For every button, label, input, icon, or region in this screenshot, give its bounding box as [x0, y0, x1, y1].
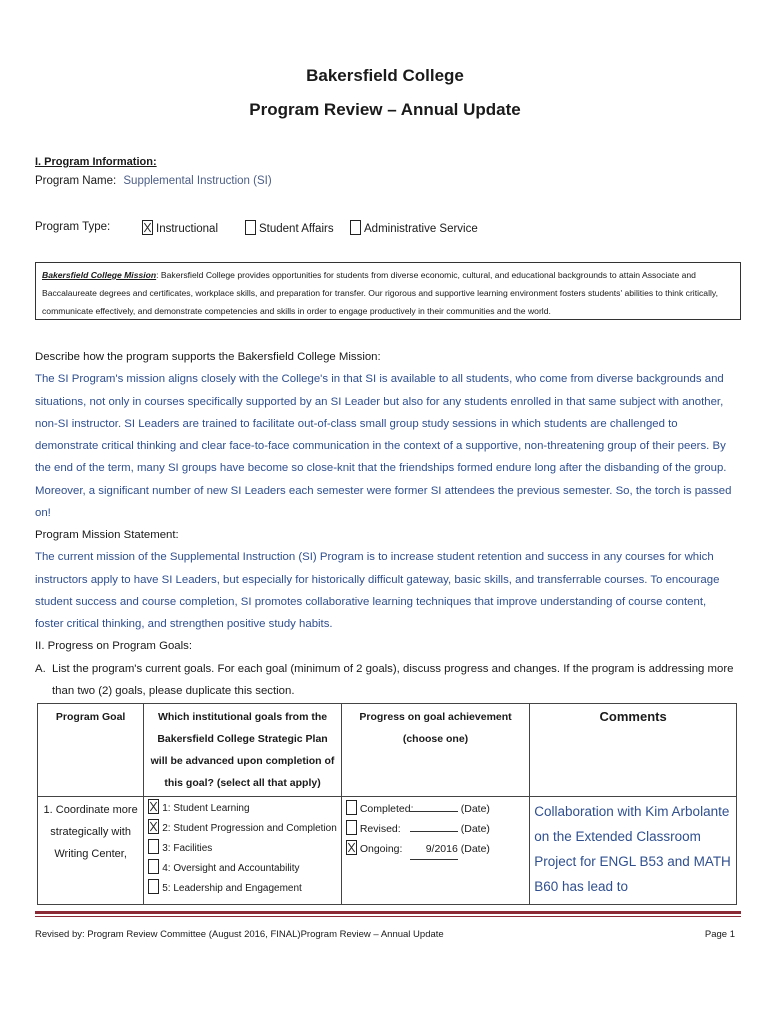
- goal-comment: Collaboration with Kim Arbolante on the Extended Classroom Project for ENGL B53 and MATH B60 has lead to: [530, 797, 737, 905]
- progress-revised[interactable]: [346, 819, 525, 839]
- option-student-learning[interactable]: [148, 799, 337, 819]
- option-leadership[interactable]: [148, 879, 337, 899]
- progress-label: Revised:: [359, 823, 401, 835]
- progress-label: Completed:: [359, 803, 414, 815]
- footer-rule-thin: [35, 916, 741, 917]
- item-marker: A.: [35, 662, 46, 675]
- checkbox-completed[interactable]: [346, 800, 357, 815]
- checkbox-administrative-service[interactable]: [350, 220, 361, 235]
- header-progress: Progress on goal achievement (choose one): [341, 704, 529, 797]
- program-name-row: [35, 175, 272, 187]
- mission-text: : Bakersfield College provides opportunities for students from diverse economic, cultural, and educational backgrounds to attain Associate and Baccalaureate degrees and certificates, workplace skills, and preparation for transfer. Our rigorous and supportive learning environment fosters students' abilities to think critically, communicate effectively, and demonstrate competencies and skills in order to engage productively in their communities and the world.: [42, 270, 718, 316]
- progress-options: [341, 797, 529, 905]
- document-subtitle: Program Review – Annual Update: [249, 100, 521, 119]
- checkbox-option-1[interactable]: [148, 799, 159, 814]
- header-program-goal: Program Goal: [38, 704, 144, 797]
- program-name-label: Program Name:: [35, 175, 117, 187]
- ongoing-date-field[interactable]: 9/2016: [410, 839, 458, 860]
- table-row: [38, 797, 737, 905]
- type-label-instructional: Instructional: [156, 223, 219, 235]
- page-number: Page 1: [704, 929, 735, 940]
- goals-table-header: [38, 704, 737, 797]
- option-label: 3: Facilities: [162, 843, 213, 854]
- option-label: 2: Student Progression and Completion: [162, 823, 337, 834]
- checkbox-revised[interactable]: [346, 820, 357, 835]
- progress-instruction: [35, 658, 735, 703]
- completed-date-field[interactable]: [410, 811, 458, 812]
- checkbox-option-2[interactable]: [148, 819, 159, 834]
- checkbox-option-3[interactable]: [148, 839, 159, 854]
- header-comments: Comments: [530, 704, 737, 797]
- mission-statement-answer: The current mission of the Supplemental Instruction (SI) Program is to increase student retention and success in any courses for which instructors apply to have SI Leaders, but especially for historically difficult gateway, basic skills, and transferrable courses. To encourage student success and course completion, SI promotes collaborative learning techniques that improve understanding of course content, foster critical thinking, and strengthen positive study habits.: [35, 551, 720, 631]
- option-student-progression[interactable]: [148, 819, 337, 839]
- checkbox-student-affairs[interactable]: [245, 220, 256, 235]
- goals-table: [37, 703, 737, 905]
- college-mission-box: [35, 262, 741, 320]
- program-info-heading: I. Program Information:: [35, 156, 157, 168]
- progress-heading: II. Progress on Program Goals:: [35, 640, 192, 653]
- program-name-value: Supplemental Instruction (SI): [123, 175, 272, 187]
- date-suffix: (Date): [460, 823, 490, 835]
- option-facilities[interactable]: [148, 839, 337, 859]
- mission-support-prompt: Describe how the program supports the Bakersfield College Mission:: [35, 351, 381, 363]
- checkbox-ongoing[interactable]: [346, 840, 357, 855]
- program-type-label: Program Type:: [35, 221, 111, 233]
- header-institutional-goals: Which institutional goals from the Bakersfield College Strategic Plan will be advanced upon completion of this goal? (select all that apply): [144, 704, 342, 797]
- checkbox-option-5[interactable]: [148, 879, 159, 894]
- date-suffix: (Date): [460, 803, 490, 815]
- option-oversight[interactable]: [148, 859, 337, 879]
- mission-support-section: [35, 346, 735, 524]
- progress-completed[interactable]: [346, 799, 525, 819]
- program-type-instructional[interactable]: [142, 220, 218, 235]
- mission-statement-prompt: Program Mission Statement:: [35, 529, 179, 541]
- mission-label: Bakersfield College Mission: [42, 270, 157, 280]
- date-suffix: (Date): [460, 843, 490, 855]
- program-type-student-affairs[interactable]: [245, 220, 334, 235]
- option-label: 4: Oversight and Accountability: [162, 863, 300, 874]
- document-title: Bakersfield College: [306, 66, 464, 85]
- institutional-options: [144, 797, 342, 905]
- mission-support-answer: The SI Program's mission aligns closely with the College's in that SI is available to all students, who come from diverse backgrounds and situations, not only in courses specifically supported by an SI Leader but also for any students enrolled in that same subject with another, non-SI instructor. SI Leaders are trained to facilitate out-of-class small group study sessions in which students are challenged to demonstrate critical thinking and clear face-to-face communication in the context of a supportive, non-threatening group of their peers. By the end of the term, many SI groups have become so close-knit that the friendships formed endure long after the disbanding of the group. Moreover, a significant number of new SI Leaders each semester were former SI attendees the previous semester. So, the torch is passed on!: [35, 373, 732, 520]
- mission-statement-section: [35, 524, 735, 702]
- goal-text: 1. Coordinate more strategically with Writing Center,: [38, 797, 144, 905]
- option-label: 5: Leadership and Engagement: [162, 883, 302, 894]
- program-type-administrative[interactable]: [350, 220, 478, 235]
- option-label: 1: Student Learning: [162, 803, 250, 814]
- checkbox-option-4[interactable]: [148, 859, 159, 874]
- footer-rule-thick: [35, 911, 741, 914]
- type-label-student-affairs: Student Affairs: [259, 223, 334, 235]
- footer-revision: Revised by: Program Review Committee (August 2016, FINAL)Program Review – Annual Update: [35, 929, 444, 940]
- progress-ongoing[interactable]: [346, 839, 525, 860]
- checkbox-instructional[interactable]: [142, 220, 153, 235]
- revised-date-field[interactable]: [410, 831, 458, 832]
- item-text: List the program's current goals. For each goal (minimum of 2 goals), discuss progress and changes. If the program is addressing more than two (2) goals, please duplicate this section.: [52, 662, 734, 698]
- progress-label: Ongoing:: [359, 843, 403, 855]
- type-label-administrative: Administrative Service: [364, 223, 478, 235]
